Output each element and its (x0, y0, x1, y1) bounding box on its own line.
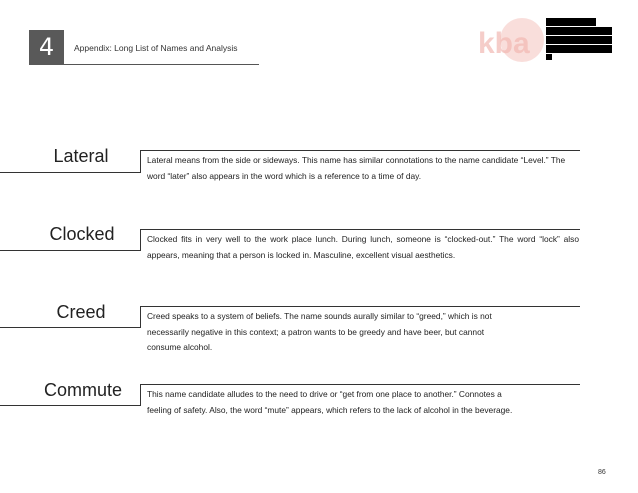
entry-description: This name candidate alludes to the need to drive or “get from one place to another.” Connotes a feeling of safety. Also, the word “mute” appears, which refers to the lack of alcohol in the beverage. (147, 389, 513, 415)
desc-rule (140, 150, 580, 151)
name-rule (0, 327, 140, 328)
entry-name: Clocked (49, 224, 115, 244)
entry-name: Creed (56, 302, 106, 322)
page-number: 86 (598, 469, 606, 476)
desc-divider (140, 150, 141, 173)
desc-divider (140, 306, 141, 328)
entry-description: Clocked fits in very well to the work place lunch. During lunch, someone is “clocked-out.” The word “lock” also appears, meaning that a person is locked in. Masculine, excellent visual aesthetics. (147, 234, 579, 260)
section-number-box: 4 (29, 30, 64, 65)
entry-name: Lateral (53, 146, 109, 166)
entry-description: Creed speaks to a system of beliefs. The name sounds aurally similar to “greed,” which is not necessarily negative in this context; a patron wants to be greedy and have beer, but cannot consume alcohol. (147, 311, 492, 352)
desc-divider (140, 384, 141, 406)
entry-name: Commute (43, 380, 123, 400)
name-rule (0, 250, 140, 251)
svg-text:kba: kba (478, 27, 530, 60)
entry-description: Lateral means from the side or sideways. This name has similar connotations to the name candidate “Level.” The word “later” also appears in the word which is a reference to a time of day. (147, 155, 566, 181)
header-title: Appendix: Long List of Names and Analysis (74, 43, 238, 53)
name-rule (0, 172, 140, 173)
desc-rule (140, 384, 580, 385)
desc-rule (140, 229, 580, 230)
kba-logo-icon (470, 16, 545, 66)
header-rule (64, 64, 259, 65)
redaction-block (546, 18, 612, 60)
desc-divider (140, 229, 141, 251)
name-rule (0, 405, 140, 406)
desc-rule (140, 306, 580, 307)
